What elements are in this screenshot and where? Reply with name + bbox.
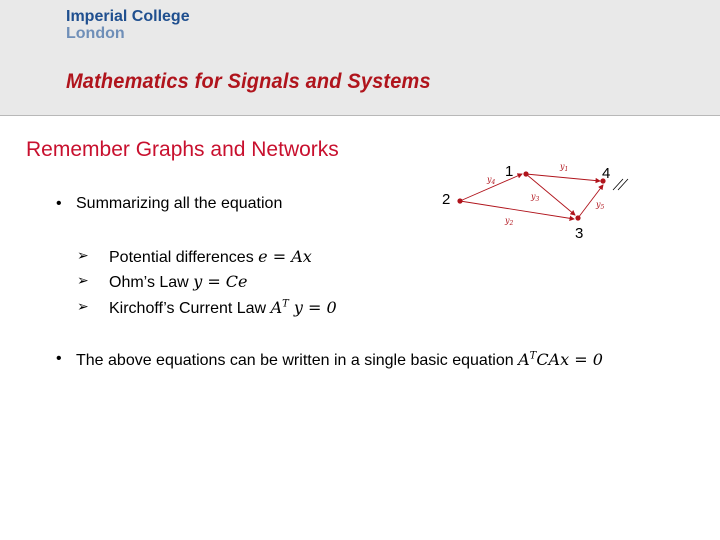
- bullet-icon: •: [56, 195, 62, 212]
- bullet-text: Summarizing all the equation: [76, 195, 283, 212]
- slide-title: Remember Graphs and Networks: [26, 138, 339, 161]
- eq-part: A: [270, 298, 283, 317]
- edge-label-sub: 3: [535, 196, 540, 203]
- equation: y = Ce: [193, 272, 248, 291]
- eq-part: A: [518, 350, 530, 369]
- edge-label-letter: y: [531, 192, 536, 201]
- logo: [66, 8, 190, 42]
- graph-node-2: [457, 198, 462, 203]
- equation: [518, 350, 603, 369]
- ground-mark: [618, 179, 628, 190]
- sub-item-ohms-law: [77, 272, 248, 292]
- bullet-summarizing: [56, 195, 283, 213]
- edge-2-3: [460, 201, 574, 219]
- edge-label-y1: [559, 162, 568, 173]
- edge-label-y4: [486, 175, 496, 186]
- edge-label-letter: y: [505, 216, 510, 225]
- slide-header: [0, 0, 720, 116]
- network-graph: [430, 150, 650, 245]
- eq-sup: T: [282, 298, 289, 310]
- edge-label-sub: 2: [509, 220, 514, 227]
- node-label-2: 2: [442, 191, 451, 208]
- bullet-basic-equation: [56, 350, 603, 370]
- arrow-bullet-icon: ➢: [77, 298, 89, 314]
- graph-node-3: [575, 215, 580, 220]
- edge-label-y3: [530, 192, 540, 203]
- bullet-text: The above equations can be written in a single basic equation: [76, 352, 514, 369]
- eq-sup: T: [529, 350, 537, 362]
- sub-item-text: Potential differences: [109, 249, 254, 266]
- edge-label-letter: y: [596, 200, 601, 209]
- edge-label-letter: y: [560, 162, 565, 171]
- bullet-icon: •: [56, 350, 62, 367]
- course-title: Mathematics for Signals and Systems: [66, 70, 431, 93]
- edge-label-sub: 4: [491, 179, 496, 186]
- eq-part: y = 0: [293, 298, 337, 317]
- equation: e = Ax: [258, 247, 312, 266]
- graph-node-1: [523, 171, 528, 176]
- equation: [271, 298, 337, 317]
- edge-label-y5: [595, 200, 605, 211]
- edge-label-sub: 1: [564, 166, 569, 173]
- logo-line-1: Imperial College: [66, 8, 190, 25]
- sub-item-text: Ohm’s Law: [109, 274, 189, 291]
- edge-label-y2: [504, 216, 514, 227]
- edge-1-4: [526, 174, 600, 181]
- arrow-bullet-icon: ➢: [77, 272, 89, 288]
- edge-label-sub: 5: [600, 204, 605, 211]
- logo-line-2: London: [66, 25, 125, 42]
- ground-mark: [613, 179, 623, 190]
- node-label-1: 1: [505, 163, 514, 180]
- edge-label-letter: y: [487, 175, 492, 184]
- sub-item-kirchoff: [77, 298, 337, 318]
- eq-part: CAx = 0: [536, 350, 603, 369]
- node-label-4: 4: [602, 165, 611, 182]
- arrow-bullet-icon: ➢: [77, 247, 89, 263]
- sub-item-potential: [77, 247, 312, 267]
- node-label-3: 3: [575, 225, 584, 242]
- sub-item-text: Kirchoff’s Current Law: [109, 300, 267, 317]
